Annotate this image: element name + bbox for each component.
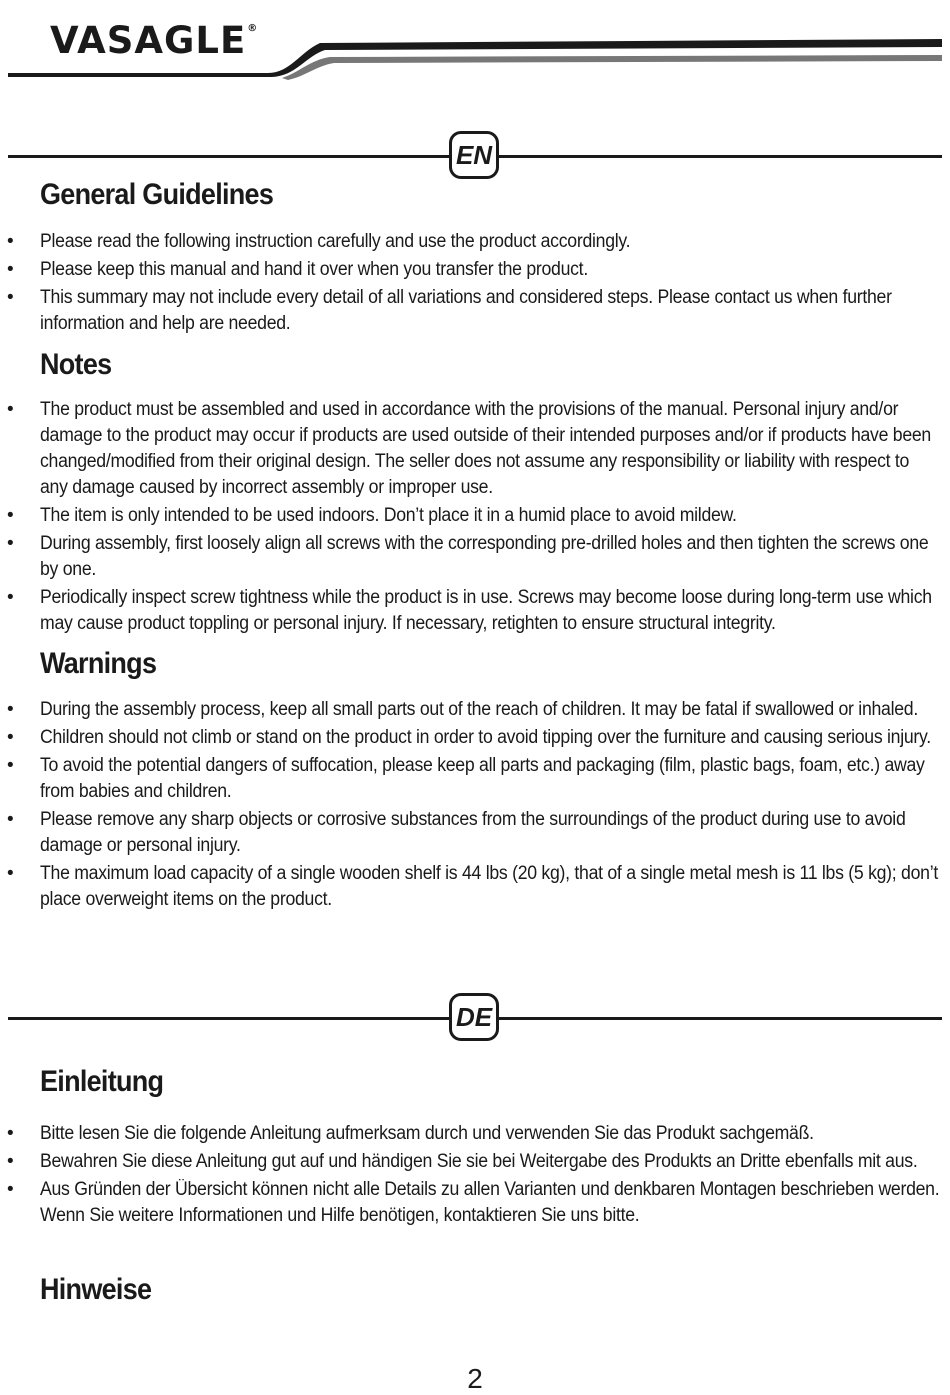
page-header — [0, 0, 950, 90]
general-guidelines-heading: General Guidelines — [40, 178, 274, 211]
list-item: • This summary may not include every detail of all variations and considered steps. Please contact us when further information and help are needed. — [0, 285, 950, 337]
list-item: • Bitte lesen Sie die folgende Anleitung aufmerksam durch und verwenden Sie das Produkt sachgemäß. — [0, 1121, 950, 1147]
de-language-divider — [8, 993, 942, 1045]
list-item: • Aus Gründen der Übersicht können nicht alle Details zu allen Varianten und denkbaren Montagen beschrieben werden. Wenn Sie weitere Informationen und Hilfe benötigen, kontaktieren Sie uns bitte. — [0, 1177, 950, 1229]
list-item: • To avoid the potential dangers of suffocation, please keep all parts and packaging (film, plastic bags, foam, etc.) away from babies and children. — [0, 753, 950, 805]
en-language-divider — [8, 131, 942, 183]
warnings-list — [0, 697, 950, 915]
notes-list — [0, 397, 950, 639]
list-item: • Children should not climb or stand on the product in order to avoid tipping over the furniture and causing serious injury. — [0, 725, 950, 751]
warnings-heading: Warnings — [40, 647, 157, 680]
brand-logo: VASAGLE® — [50, 19, 259, 62]
general-guidelines-list — [0, 229, 950, 339]
list-item: • Please remove any sharp objects or corrosive substances from the surroundings of the product during use to avoid damage or personal injury. — [0, 807, 950, 859]
list-item: • Periodically inspect screw tightness while the product is in use. Screws may become loose during long-term use which may cause product toppling or personal injury. If necessary, retighten to ensure structural integrity. — [0, 585, 950, 637]
en-language-badge: EN — [449, 131, 499, 179]
list-item: • Please keep this manual and hand it over when you transfer the product. — [0, 257, 950, 283]
list-item: • The maximum load capacity of a single wooden shelf is 44 lbs (20 kg), that of a single metal mesh is 11 lbs (5 kg); don’t place overweight items on the product. — [0, 861, 950, 913]
einleitung-heading: Einleitung — [40, 1065, 164, 1098]
list-item: • During assembly, first loosely align all screws with the corresponding pre-drilled holes and then tighten the screws one by one. — [0, 531, 950, 583]
list-item: • Please read the following instruction carefully and use the product accordingly. — [0, 229, 950, 255]
notes-heading: Notes — [40, 348, 112, 381]
hinweise-heading: Hinweise — [40, 1273, 152, 1306]
page-number: 2 — [467, 1363, 483, 1394]
einleitung-list — [0, 1121, 950, 1231]
list-item: • During the assembly process, keep all small parts out of the reach of children. It may be fatal if swallowed or inhaled. — [0, 697, 950, 723]
de-language-badge: DE — [449, 993, 499, 1041]
list-item: • The product must be assembled and used in accordance with the provisions of the manual. Personal injury and/or damage to the product may occur if products are used outside of their intended purposes and/or if products have been changed/modified from their original design. The seller does not assume any responsibility or liability with respect to any damage caused by incorrect assembly or improper use. — [0, 397, 950, 501]
list-item: • Bewahren Sie diese Anleitung gut auf und händigen Sie sie bei Weitergabe des Produkts an Dritte ebenfalls mit aus. — [0, 1149, 950, 1175]
header-swoosh-graphic — [0, 0, 950, 90]
list-item: • The item is only intended to be used indoors. Don’t place it in a humid place to avoid mildew. — [0, 503, 950, 529]
